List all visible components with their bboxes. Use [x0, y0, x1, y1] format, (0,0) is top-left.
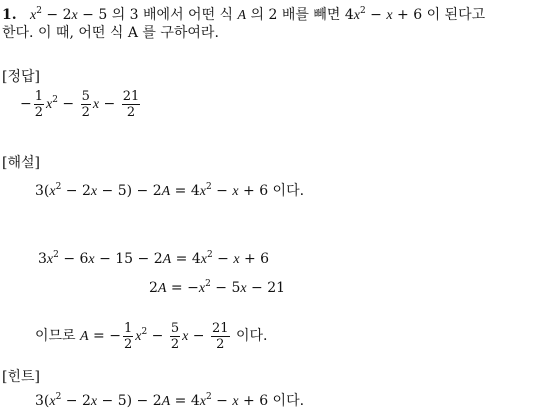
answer-label: [정답]: [2, 69, 40, 85]
answer-expression: − $\frac{1}{2}$ $x^2$ − $\frac{5}{2}$ x − $\frac{21}{2}$: [20, 88, 140, 120]
hint-line-1: $3(x^2 - 2x - 5) - 2A = 4x^2 - x + 6$ 이다.: [35, 392, 305, 409]
problem-text-line-1: $x^2 - 2x - 5$ 의 3 배에서 어떤 식 A 의 2 배를 빼면 $4x^2 - x + 6$ 이 된다고: [29, 6, 486, 23]
explanation-eq-1: $3x^2 - 6x - 15 - 2A = 4x^2 - x + 6$: [38, 250, 270, 267]
explanation-label: [해설]: [2, 155, 40, 171]
problem-number: 1.: [2, 7, 17, 23]
hint-label: [힌트]: [2, 369, 40, 385]
problem-line-1: [2, 2, 485, 25]
problem-text-line-2: 한다. 이 때, 어떤 식 A 를 구하여라.: [2, 25, 219, 41]
explanation-line-1: $3(x^2 - 2x - 5) - 2A = 4x^2 - x + 6$ 이다.: [35, 182, 305, 199]
explanation-eq-2: $2A = -x^2 - 5x - 21$: [149, 279, 286, 296]
explanation-conclusion: 이므로 A = − $\frac{1}{2}$ $x^2$ − $\frac{5}{2}$ x − $\frac{21}{2}$ 이다.: [35, 320, 268, 352]
